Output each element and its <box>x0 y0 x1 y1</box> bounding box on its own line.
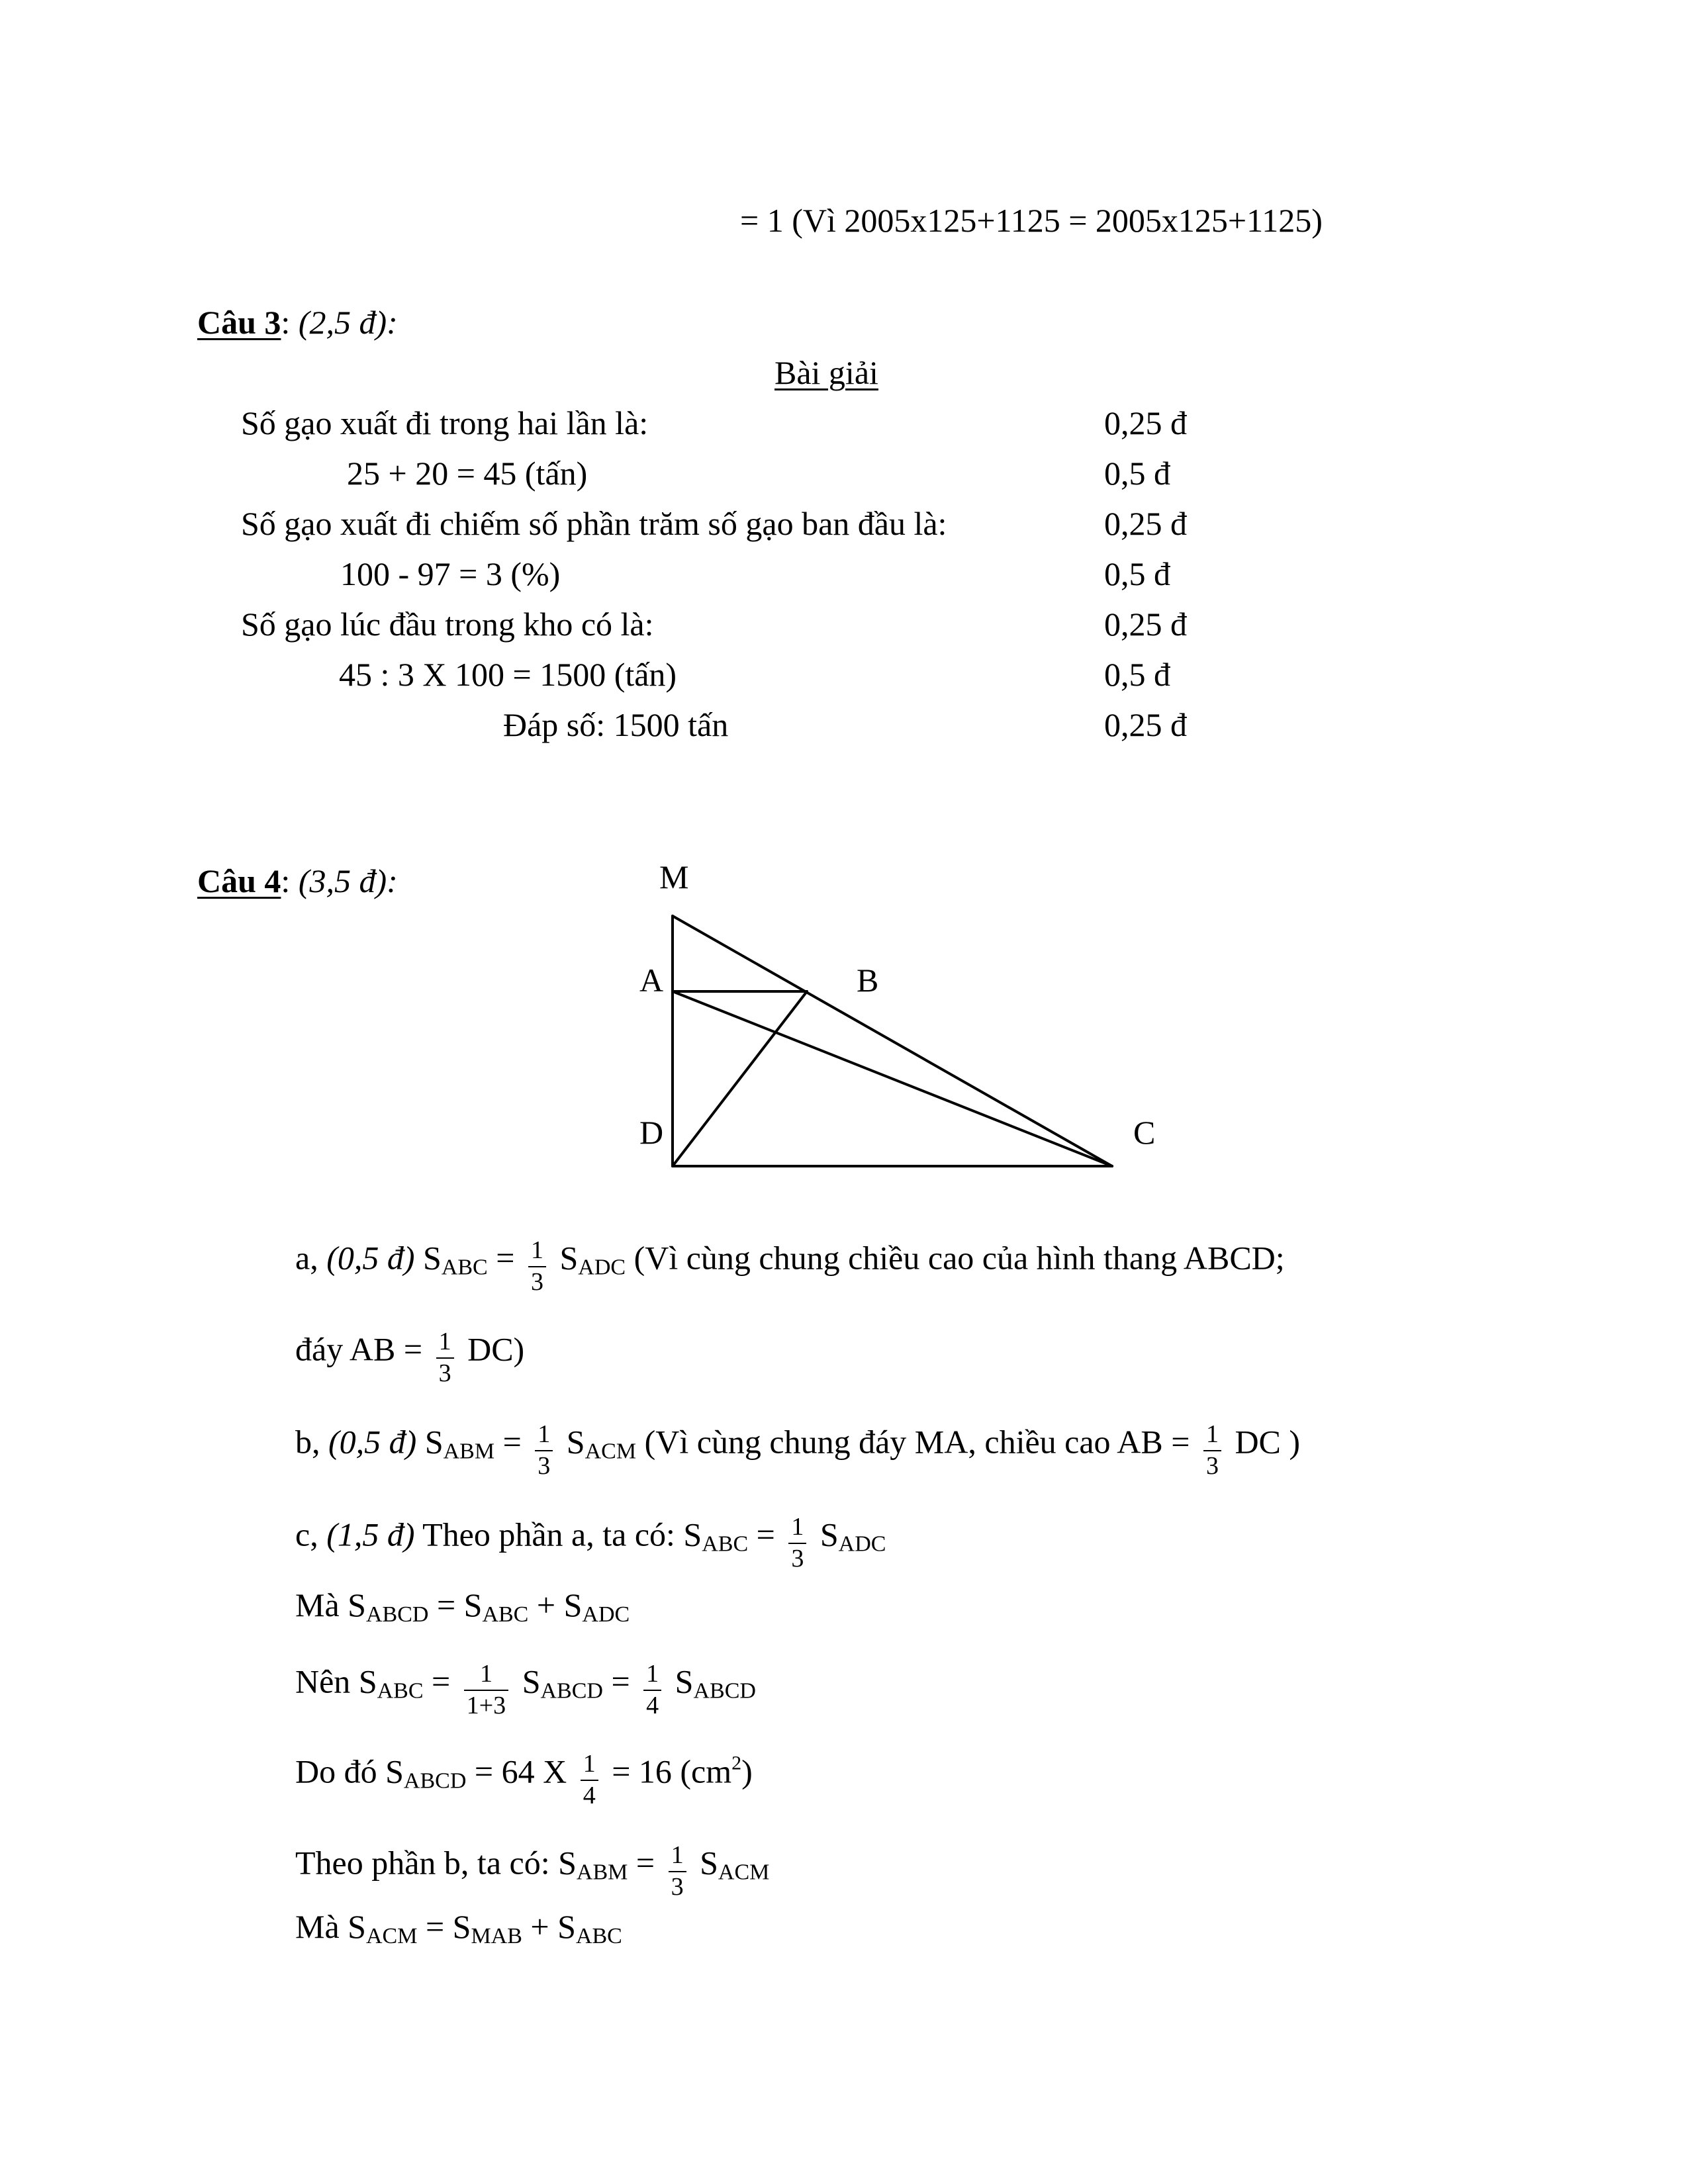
fraction-one-third <box>788 1514 806 1572</box>
fraction-one-third <box>1203 1422 1221 1480</box>
part-a-line1 <box>295 1232 1285 1296</box>
equals-sign: = <box>756 1516 775 1553</box>
point-label-c: C <box>1133 1114 1156 1151</box>
area-symbol: S <box>348 1586 366 1623</box>
solution-step: 100 - 97 = 3 (%) <box>340 555 561 592</box>
subscript-acm: ACM <box>585 1439 637 1464</box>
fraction-numerator: 1 <box>1203 1422 1221 1451</box>
area-symbol: S <box>423 1239 442 1277</box>
subscript-abc: ABC <box>575 1924 622 1948</box>
subscript-adc: ADC <box>582 1602 630 1627</box>
area-symbol: S <box>558 1844 577 1882</box>
solution-step: Số gạo xuất đi chiếm số phần trăm số gạo ban đầu là: <box>241 505 947 542</box>
part-b-reason: (Vì cùng chung đáy MA, chiều cao AB = <box>644 1423 1190 1461</box>
step-score: 0,25 đ <box>1104 404 1187 441</box>
plus-sign: + <box>530 1908 549 1945</box>
fraction-numerator: 1 <box>581 1751 598 1781</box>
area-symbol: S <box>452 1908 471 1945</box>
area-symbol: S <box>385 1752 404 1790</box>
subscript-acm: ACM <box>365 1924 418 1948</box>
subscript-abm: ABM <box>576 1860 628 1885</box>
solution-step: 45 : 3 X 100 = 1500 (tấn) <box>339 656 677 693</box>
step-score: 0,25 đ <box>1104 706 1187 743</box>
subscript-abcd: ABCD <box>365 1602 429 1627</box>
question-3-points: (2,5 đ): <box>298 304 398 341</box>
fraction-one-third <box>436 1329 454 1387</box>
equals-sign: = <box>496 1239 515 1277</box>
area-symbol: S <box>463 1586 483 1623</box>
fraction-numerator: 1 <box>528 1238 546 1267</box>
fraction-denominator: 4 <box>583 1781 596 1809</box>
part-b-points: (0,5 đ) <box>328 1423 417 1461</box>
solution-step: 25 + 20 = 45 (tấn) <box>347 455 588 492</box>
equals-sign: = <box>635 1844 655 1882</box>
equals-sign: = <box>502 1423 522 1461</box>
fraction-denominator: 3 <box>1205 1451 1219 1480</box>
solution-step: Số gạo lúc đầu trong kho có là: <box>241 606 654 643</box>
equals-sign: = <box>611 1662 630 1700</box>
step-score: 0,25 đ <box>1104 505 1187 542</box>
subscript-abcd: ABCD <box>403 1768 467 1794</box>
point-label-m: M <box>659 858 689 895</box>
fraction-one-third <box>535 1422 553 1480</box>
word-nen: Nên <box>295 1662 351 1700</box>
area-symbol: S <box>683 1516 702 1553</box>
area-symbol: S <box>566 1423 585 1461</box>
fraction-denominator: 3 <box>438 1359 451 1387</box>
fraction-denominator: 1+3 <box>466 1691 506 1719</box>
plus-sign: + <box>536 1586 556 1623</box>
part-c-intro: Theo phần a, ta có: <box>422 1516 675 1553</box>
fraction-denominator: 3 <box>671 1872 684 1901</box>
area-symbol: S <box>522 1662 541 1700</box>
point-label-d: D <box>639 1114 664 1151</box>
fraction-one-over-one-plus-three <box>464 1661 508 1719</box>
step-score: 0,5 đ <box>1104 555 1170 592</box>
equals-sign: = <box>436 1586 456 1623</box>
part-a-points: (0,5 đ) <box>326 1239 415 1277</box>
area-symbol: S <box>348 1908 366 1945</box>
part-c-line3 <box>295 1656 756 1719</box>
part-c-line4 <box>295 1746 753 1809</box>
area-symbol: S <box>559 1239 579 1277</box>
step-score: 0,25 đ <box>1104 606 1187 643</box>
calculation-result: = 16 (cm <box>612 1752 732 1790</box>
fraction-numerator: 1 <box>464 1661 508 1691</box>
subscript-adc: ADC <box>838 1531 886 1557</box>
area-symbol: S <box>557 1908 576 1945</box>
base-ab-text: đáy AB = <box>295 1330 423 1368</box>
superscript-square: 2 <box>731 1752 742 1774</box>
area-symbol: S <box>563 1586 583 1623</box>
fraction-denominator: 3 <box>791 1544 804 1572</box>
subscript-abm: ABM <box>443 1439 495 1464</box>
subscript-abc: ABC <box>702 1531 749 1557</box>
part-a-line2 <box>295 1324 525 1387</box>
fraction-denominator: 3 <box>530 1267 543 1296</box>
closing-paren: ) <box>741 1752 753 1790</box>
part-c-line1 <box>295 1509 886 1572</box>
subscript-abc: ABC <box>377 1678 424 1704</box>
word-ma: Mà <box>295 1908 340 1945</box>
point-label-b: B <box>857 962 879 999</box>
part-c-line6 <box>295 1908 622 1948</box>
fraction-numerator: 1 <box>535 1422 553 1451</box>
subscript-abc: ABC <box>482 1602 529 1627</box>
final-answer: Đáp số: 1500 tấn <box>503 706 729 743</box>
part-c-theo-b: Theo phần b, ta có: <box>295 1844 550 1882</box>
equals-sign: = <box>432 1662 451 1700</box>
segment-mc <box>673 916 1112 1166</box>
area-symbol: S <box>700 1844 718 1882</box>
word-ma: Mà <box>295 1586 340 1623</box>
part-b-prefix: b, <box>295 1423 320 1461</box>
subscript-abcd: ABCD <box>540 1678 603 1704</box>
part-c-prefix: c, <box>295 1516 318 1553</box>
equation-result: = 1 (Vì 2005x125+1125 = 2005x125+1125) <box>740 202 1323 239</box>
area-symbol: S <box>675 1662 694 1700</box>
question-3-title: Câu 3 <box>197 304 281 341</box>
base-dc-text: DC) <box>467 1330 525 1368</box>
subscript-acm: ACM <box>718 1860 770 1885</box>
solution-heading: Bài giải <box>774 354 878 391</box>
area-symbol: S <box>358 1662 377 1700</box>
solution-step: Số gạo xuất đi trong hai lần là: <box>241 404 649 441</box>
part-c-line2 <box>295 1586 630 1627</box>
subscript-abcd: ABCD <box>693 1678 756 1704</box>
question-4-points: (3,5 đ): <box>298 862 398 899</box>
question-3-colon: : <box>281 304 291 341</box>
part-c-points: (1,5 đ) <box>326 1516 415 1553</box>
calculation-text: = 64 X <box>474 1752 567 1790</box>
step-score: 0,5 đ <box>1104 656 1170 693</box>
part-b-line <box>295 1416 1301 1480</box>
fraction-numerator: 1 <box>669 1843 686 1872</box>
subscript-mab: MAB <box>471 1924 522 1948</box>
fraction-denominator: 3 <box>538 1451 551 1480</box>
part-c-line5 <box>295 1837 770 1901</box>
fraction-denominator: 4 <box>646 1691 659 1719</box>
step-score: 0,5 đ <box>1104 455 1170 492</box>
question-4-title: Câu 4 <box>197 862 281 899</box>
fraction-one-third <box>528 1238 546 1296</box>
fraction-one-quarter <box>643 1661 661 1719</box>
question-4-colon: : <box>281 862 291 899</box>
fraction-numerator: 1 <box>643 1661 661 1691</box>
fraction-one-third <box>669 1843 686 1901</box>
part-a-reason: (Vì cùng chung chiều cao của hình thang ABCD; <box>633 1239 1285 1277</box>
word-do-do: Do đó <box>295 1752 377 1790</box>
fraction-numerator: 1 <box>436 1329 454 1359</box>
area-symbol: S <box>820 1516 839 1553</box>
fraction-one-quarter <box>581 1751 598 1809</box>
equals-sign: = <box>425 1908 445 1945</box>
subscript-adc: ADC <box>578 1255 626 1280</box>
subscript-abc: ABC <box>441 1255 488 1280</box>
area-symbol: S <box>424 1423 444 1461</box>
fraction-numerator: 1 <box>788 1514 806 1544</box>
part-a-prefix: a, <box>295 1239 318 1277</box>
point-label-a: A <box>639 962 664 999</box>
part-b-reason-end: DC ) <box>1235 1423 1301 1461</box>
